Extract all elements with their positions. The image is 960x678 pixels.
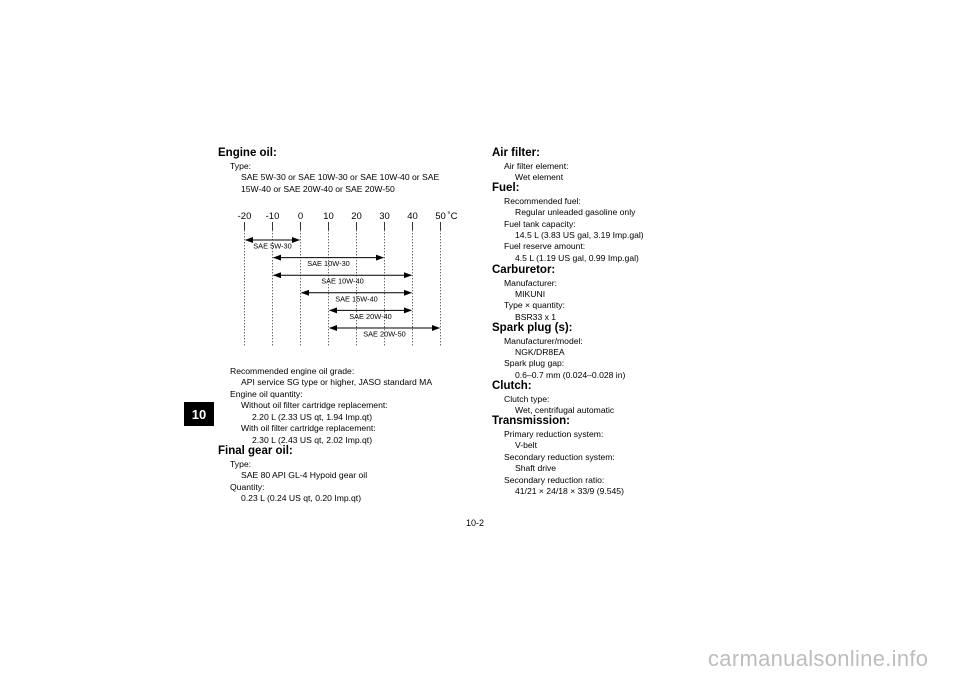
unit-label: ˚C (447, 211, 458, 222)
air-filter-heading: Air filter: (492, 147, 540, 159)
secondary-reduction-value: Shaft drive (515, 463, 557, 473)
carburetor-mfr-value: MIKUNI (515, 289, 546, 299)
oil-with-filter-label: With oil filter cartridge replacement: (241, 423, 376, 433)
range-label: SAE 10W-30 (307, 259, 350, 269)
tick-label: -20 (237, 211, 252, 222)
fuel-recommended-value: Regular unleaded gasoline only (515, 207, 636, 217)
tick-label: 10 (323, 211, 334, 222)
carburetor-heading: Carburetor: (492, 264, 556, 276)
engine-oil-type-label: Type: (230, 161, 252, 171)
range-label: SAE 20W-40 (349, 311, 392, 321)
final-gear-qty-value: 0.23 L (0.24 US qt, 0.20 Imp.qt) (241, 493, 362, 503)
oil-grade-value: API service SG type or higher, JASO standard MA (241, 377, 433, 387)
engine-oil-heading: Engine oil: (218, 147, 277, 159)
clutch-heading: Clutch: (492, 380, 532, 392)
fuel-recommended-label: Recommended fuel: (504, 196, 581, 206)
fuel-reserve-label: Fuel reserve amount: (504, 241, 586, 251)
secondary-reduction-label: Secondary reduction system: (504, 452, 615, 462)
spark-plug-heading: Spark plug (s): (492, 322, 573, 334)
reduction-ratio-value: 41/21 × 24/18 × 33/9 (9.545) (515, 486, 624, 496)
tick-label: 0 (297, 211, 304, 222)
spark-plug-gap-value: 0.6–0.7 mm (0.024–0.028 in) (515, 370, 626, 380)
transmission-heading: Transmission: (492, 415, 570, 427)
fuel-reserve-value: 4.5 L (1.19 US gal, 0.99 Imp.gal) (515, 253, 639, 263)
carburetor-mfr-label: Manufacturer: (504, 278, 558, 288)
clutch-type-label: Clutch type: (504, 394, 550, 404)
final-gear-qty-label: Quantity: (230, 482, 265, 492)
page-number: 10-2 (466, 518, 485, 528)
carburetor-type-value: BSR33 x 1 (515, 312, 557, 322)
tick-label: -10 (265, 211, 280, 222)
engine-oil-type-line1: SAE 5W-30 or SAE 10W-30 or SAE 10W-40 or SAE (241, 172, 440, 182)
range-label: SAE 5W-30 (253, 241, 292, 251)
tick-label: 30 (379, 211, 390, 222)
tick-label: 20 (351, 211, 362, 222)
tick-label: 50 (435, 211, 446, 222)
range-label: SAE 20W-50 (363, 329, 406, 339)
spark-plug-gap-label: Spark plug gap: (504, 358, 565, 368)
watermark: carmanualsonline.info (708, 646, 929, 671)
final-gear-type-value: SAE 80 API GL-4 Hypoid gear oil (241, 470, 368, 480)
primary-reduction-value: V-belt (515, 440, 537, 450)
clutch-type-value: Wet, centrifugal automatic (515, 405, 615, 415)
reduction-ratio-label: Secondary reduction ratio: (504, 475, 605, 485)
final-gear-type-label: Type: (230, 459, 252, 469)
tick-label: 40 (407, 211, 418, 222)
chapter-tab: 10 (184, 402, 214, 426)
oil-with-filter-value: 2.30 L (2.43 US qt, 2.02 Imp.qt) (252, 435, 373, 445)
spark-plug-model-value: NGK/DR8EA (515, 347, 565, 357)
engine-oil-type-line2: 15W-40 or SAE 20W-40 or SAE 20W-50 (241, 184, 395, 194)
oil-quantity-label: Engine oil quantity: (230, 389, 303, 399)
carburetor-type-label: Type × quantity: (504, 300, 565, 310)
air-filter-value: Wet element (515, 172, 564, 182)
range-label: SAE 10W-40 (321, 276, 364, 286)
fuel-heading: Fuel: (492, 182, 520, 194)
oil-grade-label: Recommended engine oil grade: (230, 366, 355, 376)
final-gear-oil-heading: Final gear oil: (218, 445, 293, 457)
oil-without-filter-label: Without oil filter cartridge replacement: (241, 400, 388, 410)
fuel-tank-label: Fuel tank capacity: (504, 219, 576, 229)
spark-plug-model-label: Manufacturer/model: (504, 336, 583, 346)
primary-reduction-label: Primary reduction system: (504, 429, 604, 439)
air-filter-label: Air filter element: (504, 161, 569, 171)
oil-without-filter-value: 2.20 L (2.33 US qt, 1.94 Imp.qt) (252, 412, 373, 422)
range-label: SAE 15W-40 (335, 294, 378, 304)
fuel-tank-value: 14.5 L (3.83 US gal, 3.19 Imp.gal) (515, 230, 644, 240)
